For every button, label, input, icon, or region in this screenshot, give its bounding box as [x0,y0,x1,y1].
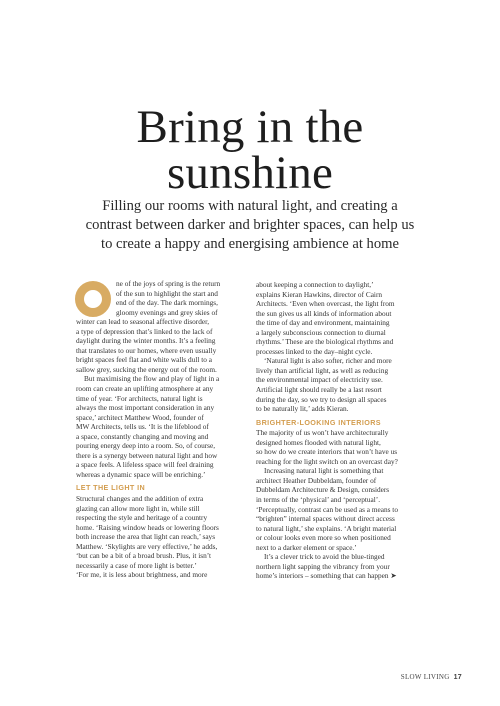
left-column [76,279,258,580]
body-text-line: “brighten” internal spaces without direct access [256,514,395,524]
body-text-line: lively than artificial light, as well as reducing [256,365,389,375]
body-text-line: architect Heather Dubbeldam, founder of [256,475,377,485]
body-text-line: whereas a dynamic space will be enriching.’ [76,469,206,479]
body-text-line: Matthew. ‘Skylights are very effective,’ he adds, [76,541,218,551]
body-text-line: Dubbeldam Architecture & Design, considers [256,485,390,495]
body-text-line: ‘but can be a bit of a broad brush. Plus, it isn’t [76,551,212,561]
article-title [0,101,500,199]
body-text-line: a space, constantly changing and moving and [76,431,209,441]
body-text-line: or colour looks even more so when positioned [256,533,391,543]
body-text-line: to be naturally lit,’ adds Kieran. [256,404,349,414]
body-text-line: the environmental impact of electricity use. [256,375,383,385]
body-text-line: winter can lead to seasonal affective disorder, [76,317,210,327]
body-text-line: in terms of the ‘physical’ and ‘perceptual’. [256,495,381,505]
folio-section: SLOW LIVING [400,673,450,681]
body-text-line: time of year. ‘For architects, natural light is [76,393,203,403]
body-text-line: It’s a clever trick to avoid the blue-tinged [264,552,385,562]
body-text-line: designed homes flooded with natural light, [256,437,381,447]
body-text-line: both increase the area that light can reach,’ says [76,532,216,542]
body-text-line: rhythms.’ These are the biological rhythms and [256,337,394,347]
body-text-line: ‘Perceptually, contrast can be used as a means to [256,504,398,514]
body-text-line: sallow grey, sucking the energy out of the room. [76,364,217,374]
title-line-2: sunshine [166,147,334,199]
body-text-line: end of the day. The dark mornings, [116,298,218,308]
body-text-line: Architects. ‘Even when overcast, the light from [256,299,395,309]
body-text-line: northern light sapping the vibrancy from your [256,561,390,571]
body-text-line: during the day, so we try to design all spaces [256,394,387,404]
body-text-line: Structural changes and the addition of extra [76,494,204,504]
body-text-line: the sun gives us all kinds of information about [256,308,392,318]
body-text-line: MW Architects, tells us. ‘It is the lifeblood of [76,422,209,432]
body-text-line: a space feels. A lifeless space will feel draining [76,460,214,470]
body-text-line: home’s interiors – something that can happen ➤ [256,571,397,581]
body-text-line: about keeping a connection to daylight,’ [256,280,374,289]
body-text-line: Artificial light should really be a last resort [256,385,382,395]
body-text-line: next to a darker element or space.’ [256,542,357,552]
standfirst-line-2: contrast between darker and brighter spaces, can help us [85,217,415,233]
body-text-line: there is a synergy between natural light and how [76,450,218,460]
body-text-line: that translates to our homes, where even usually [76,345,217,355]
page-folio [401,673,462,681]
body-text-line: the time of day and environment, maintaining [256,318,390,328]
folio-page-number: 17 [453,674,462,681]
body-text-line: daylight during the winter months. It’s a feeling [76,336,216,346]
body-text-line: ‘Natural light is also softer, richer and more [264,356,392,366]
body-text-line: reaching for the light switch on an overcast day? [256,456,398,466]
title-line-1: Bring in the [136,101,364,153]
subheading: BRIGHTER-LOOKING INTERIORS [256,417,381,427]
body-text-line: glazing can allow more light in, while still [76,503,200,513]
body-text-line: The majority of us won’t have architecturally [256,428,389,438]
body-text-line: But maximising the flow and play of light in a [84,374,220,384]
body-text-line: a type of depression that’s linked to the lack of [76,326,213,336]
body-text-line: of the sun to highlight the start and [116,288,218,298]
body-text-line: respecting the style and heritage of a country [76,513,208,523]
body-text-line: ‘For me, it is less about brightness, and more [76,570,208,580]
right-column [256,280,438,581]
standfirst-line-3: to create a happy and energising ambience at home [101,236,399,252]
body-text-line: processes linked to the day–night cycle. [256,346,373,356]
body-text-line: pouring energy deep into a room. So, of course, [76,441,216,451]
standfirst [60,197,440,254]
body-text-line: to natural light,’ she explains. ‘A bright material [256,523,397,533]
standfirst-line-1: Filling our rooms with natural light, and creating a [102,198,398,214]
body-text-line: space,’ architect Matthew Wood, founder of [76,412,204,422]
body-text-line: explains Kieran Hawkins, director of Cairn [256,289,383,299]
body-text-line: ne of the joys of spring is the return [116,279,221,288]
body-text-line: room can create an uplifting atmosphere at any [76,384,214,394]
body-text-line: gloomy evenings and grey skies of [116,307,218,317]
body-text-line: always the most important consideration in any [76,403,215,413]
body-text-line: so how do we create interiors that won’t have us [256,447,398,457]
body-text-line: bright spaces feel flat and white walls dull to a [76,355,212,365]
body-text-line: Increasing natural light is something that [264,466,384,476]
body-text-line: necessarily a case of more light is better.’ [76,560,197,570]
body-text-line: a largely subconscious connection to diurnal [256,327,386,337]
body-text-line: home. ‘Raising window heads or lowering floors [76,522,219,532]
subheading: LET THE LIGHT IN [76,483,146,493]
